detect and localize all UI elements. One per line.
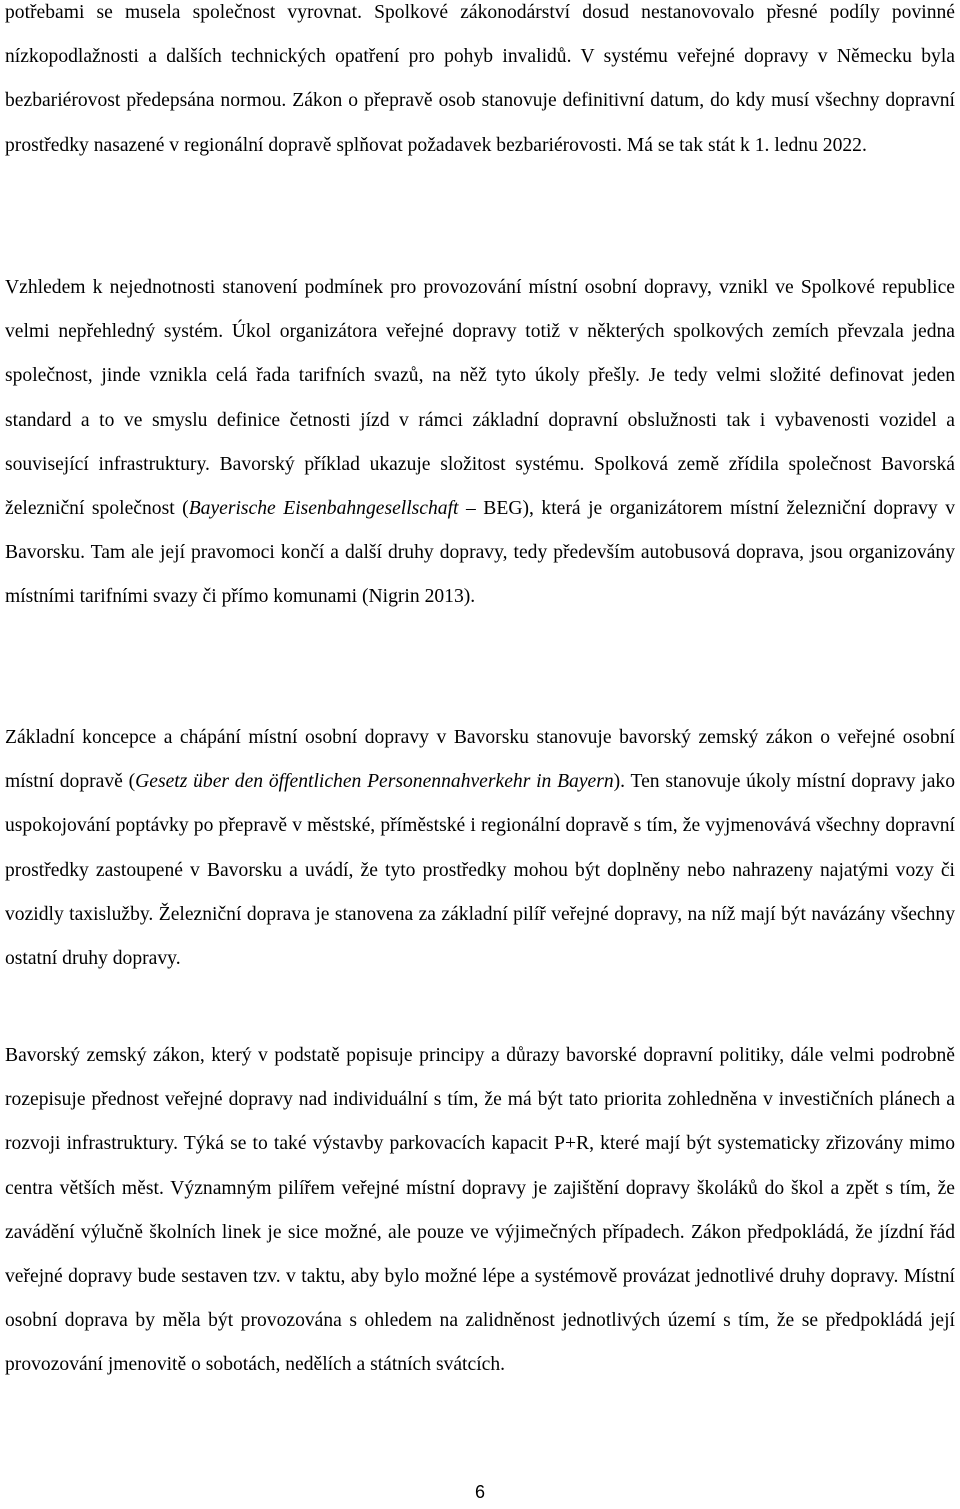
paragraph-4-text: Bavorský zemský zákon, který v podstatě popisuje principy a důrazy bavorské dopravní politiky, dále velmi podrobně rozepisuje přednost veřejné dopravy nad individuální s tím, že má být tato priorita zohledněna v investičních plánech a rozvoji infrastruktury. Týká se to také výstavby parkovacích kapacit P+R, které mají být systematicky zřizovány mimo centra větších měst. Významným pilířem veřejné místní dopravy je zajištění dopravy školáků do škol a zpět s tím, že zavádění výlučně školních linek je sice možné, ale pouze ve výjimečných případech. Zákon předpokládá, že jízdní řád veřejné dopravy bude sestaven tzv. v taktu, aby bylo možné lépe a systémově provázat jednotlivé druhy dopravy. Místní osobní doprava by měla být provozována s ohledem na zalidněnost jednotlivých území s tím, že se předpokládá její provozování jmenovitě o sobotách, nedělích a státních svátcích. bbox=[5, 1045, 955, 1376]
paragraph-4 bbox=[5, 1034, 955, 1388]
paragraph-3 bbox=[5, 716, 955, 981]
paragraph-3-italic-law-title: Gesetz über den öffentlichen Personennahverkehr in Bayern bbox=[135, 771, 614, 793]
paragraph-1-text: potřebami se musela společnost vyrovnat. Spolkové zákonodárství dosud nestanovovalo přesné podíly povinné nízkopodlažnosti a dalších technických opatření pro pohyb invalidů. V systému veřejné dopravy v Německu byla bezbariérovost předepsána normou. Zákon o přepravě osob stanovuje definitivní datum, do kdy musí všechny dopravní prostředky nasazené v regionální dopravě splňovat požadavek bezbariérovosti. Má se tak stát k 1. lednu 2022. bbox=[5, 2, 955, 156]
paragraph-1 bbox=[5, 0, 955, 168]
paragraph-3-text-a: Základní koncepce a chápání místní osobní dopravy v Bavorsku stanovuje bavorský zemský zákon o veřejné osobní místní dopravě ( bbox=[5, 727, 955, 793]
paragraph-2-text-b: – BEG), která je organizátorem místní železniční dopravy v Bavorsku. Tam ale její pravomoci končí a další druhy dopravy, tedy především autobusová doprava, jsou organizovány místními tarifními svazy či přímo komunami (Nigrin 2013). bbox=[5, 498, 955, 608]
document-page bbox=[5, 0, 955, 1509]
page-number: 6 bbox=[474, 1482, 485, 1502]
paragraph-2-italic-term: Bayerische Eisenbahngesellschaft bbox=[188, 498, 459, 520]
paragraph-2-text-a: Vzhledem k nejednotnosti stanovení podmínek pro provozování místní osobní dopravy, vznikl ve Spolkové republice velmi nepřehledný systém. Úkol organizátora veřejné dopravy totiž v některých spolkových zemích převzala jedna společnost, jinde vznikla celá řada tarifních svazů, na něž tyto úkoly přešly. Je tedy velmi složité definovat jeden standard a to ve smyslu definice četnosti jízd v rámci základní dopravní obslužnosti tak i vybavenosti vozidel a související infrastruktury. Bavorský příklad ukazuje složitost systému. Spolková země zřídila společnost Bavorská železniční společnost ( bbox=[5, 277, 955, 520]
paragraph-2 bbox=[5, 266, 955, 620]
paragraph-3-text-b: ). Ten stanovuje úkoly místní dopravy jako uspokojování poptávky po přepravě v městské, příměstské i regionální dopravě s tím, že vyjmenovává všechny dopravní prostředky zastoupené v Bavorsku a uvádí, že tyto prostředky mohou být doplněny nebo nahrazeny najatými vozy či vozidly taxislužby. Železniční doprava je stanovena za základní pilíř veřejné dopravy, na níž mají být navázány všechny ostatní druhy dopravy. bbox=[5, 771, 955, 970]
